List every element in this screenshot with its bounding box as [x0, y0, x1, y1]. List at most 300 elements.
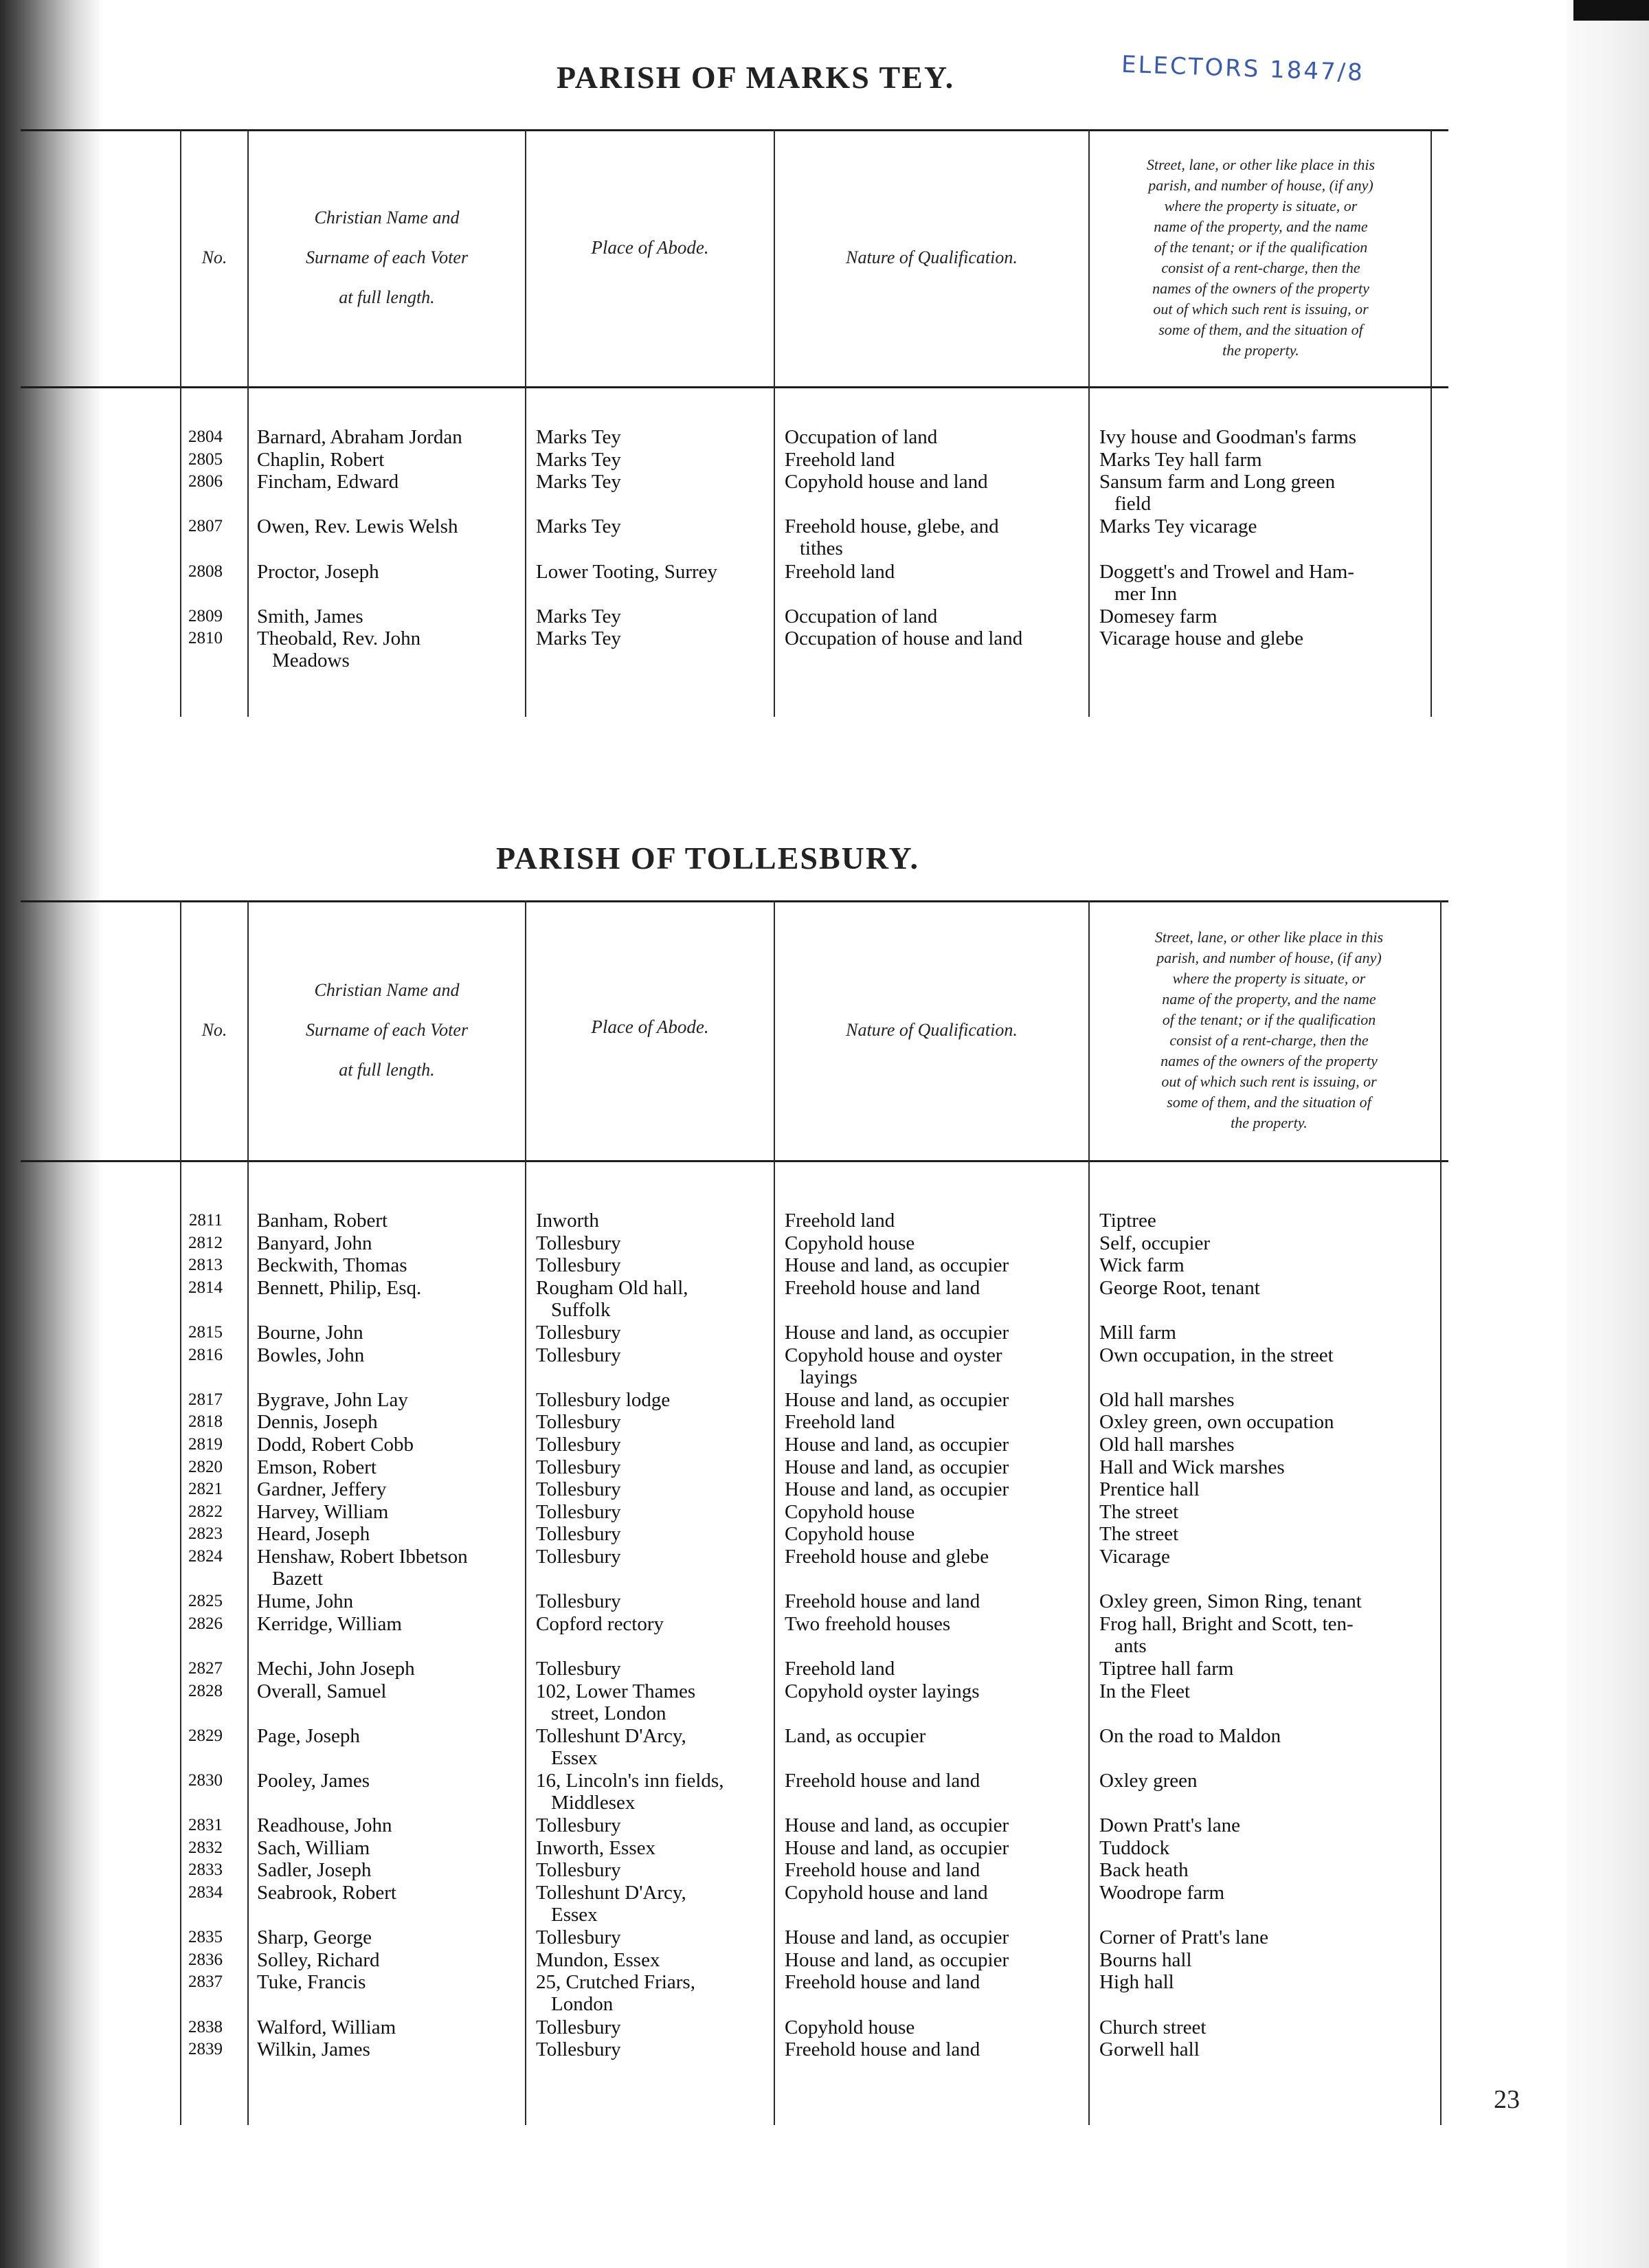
qualification-line: House and land, as occupier — [785, 1836, 1009, 1859]
table-row — [0, 1434, 1649, 1456]
place-of-abode-line: Marks Tey — [536, 515, 621, 538]
property-location — [1099, 1680, 1429, 1702]
table-row — [0, 1546, 1649, 1590]
table-row — [0, 605, 1649, 628]
property-location-line: Wick farm — [1099, 1254, 1185, 1277]
place-of-abode — [536, 2016, 767, 2038]
place-of-abode-line: Tollesbury — [536, 1500, 621, 1523]
table-row — [0, 1725, 1649, 1770]
table-row — [0, 1389, 1649, 1412]
place-of-abode-line: Tollesbury — [536, 2038, 621, 2061]
place-of-abode-line: Marks Tey — [536, 605, 621, 627]
handwritten-annotation: ELECTORS 1847/8 — [1121, 50, 1365, 87]
voter-name-line: Bourne, John — [257, 1322, 363, 1344]
voter-name-line: Smith, James — [257, 605, 363, 627]
place-of-abode-line: Tollesbury — [536, 1523, 621, 1546]
qualification-line: Freehold land — [785, 560, 895, 583]
qualification-line: Land, as occupier — [785, 1724, 926, 1747]
property-location-line: Self, occupier — [1099, 1232, 1211, 1254]
table-row — [0, 1882, 1649, 1926]
qualification-line: Copyhold oyster layings — [785, 1680, 980, 1702]
place-of-abode — [536, 471, 767, 493]
place-of-abode — [536, 1814, 767, 1836]
header-street-line: out of which such rent is issuing, or — [1153, 300, 1369, 318]
qualification — [785, 1523, 1087, 1545]
voter-number: 2805 — [188, 449, 223, 469]
place-of-abode-line: Lower Tooting, Surrey — [536, 560, 718, 583]
qualification — [785, 1546, 1087, 1568]
voter-number: 2830 — [188, 1771, 223, 1790]
place-of-abode — [536, 2038, 767, 2060]
property-location — [1099, 1658, 1429, 1680]
place-of-abode — [536, 1837, 767, 1859]
qualification — [785, 1770, 1087, 1792]
place-of-abode-line: Tollesbury — [536, 1926, 621, 1949]
parish-title-marks-tey: PARISH OF MARKS TEY. — [557, 60, 955, 95]
header-street-line: consist of a rent-charge, then the — [1161, 259, 1360, 276]
place-of-abode-line: Tollesbury — [536, 1590, 621, 1613]
table-row — [0, 1814, 1649, 1837]
header-street-line: name of the property, and the name — [1162, 990, 1376, 1008]
voter-name — [257, 515, 528, 537]
property-location-line: In the Fleet — [1099, 1680, 1191, 1702]
property-location — [1099, 1277, 1429, 1299]
place-of-abode — [536, 1434, 767, 1456]
voter-name-line: Bygrave, John Lay — [257, 1388, 408, 1411]
header-name-line: Surname of each Voter — [305, 1020, 469, 1040]
table-row — [0, 1613, 1649, 1658]
voter-name-line: Owen, Rev. Lewis Welsh — [257, 515, 458, 538]
voter-name — [257, 1501, 528, 1523]
qualification — [785, 471, 1087, 493]
table-row — [0, 1322, 1649, 1344]
qualification — [785, 1658, 1087, 1680]
place-of-abode — [536, 1546, 767, 1568]
voter-name-line: Gardner, Jeffery — [257, 1478, 387, 1501]
place-of-abode — [536, 1456, 767, 1478]
voter-number: 2820 — [188, 1457, 223, 1476]
property-location — [1099, 1254, 1429, 1276]
qualification — [785, 1837, 1087, 1859]
voter-number: 2824 — [188, 1547, 223, 1566]
place-of-abode — [536, 1478, 767, 1500]
voter-number: 2819 — [188, 1435, 223, 1454]
table-row — [0, 2038, 1649, 2061]
qualification-line: Occupation of land — [785, 605, 938, 627]
qualification — [785, 1926, 1087, 1948]
place-of-abode-line: Essex — [551, 1746, 598, 1769]
voter-name — [257, 1456, 528, 1478]
property-location-line: Down Pratt's lane — [1099, 1814, 1240, 1837]
qualification-line: tithes — [800, 537, 843, 560]
place-of-abode-line: Marks Tey — [536, 627, 621, 650]
voter-name-line: Sadler, Joseph — [257, 1859, 372, 1882]
voter-number: 2828 — [188, 1681, 223, 1700]
voter-name-line: Bowles, John — [257, 1344, 365, 1366]
table-row — [0, 1411, 1649, 1434]
header-street-line: out of which such rent is issuing, or — [1161, 1073, 1377, 1090]
property-location-line: field — [1114, 493, 1152, 515]
property-location-line: Mill farm — [1099, 1322, 1176, 1344]
qualification-line: Copyhold house — [785, 2016, 915, 2038]
property-location — [1099, 1501, 1429, 1523]
qualification-line: House and land, as occupier — [785, 1434, 1009, 1456]
qualification — [785, 1411, 1087, 1433]
voter-name — [257, 627, 528, 671]
property-location — [1099, 605, 1429, 627]
property-location-line: Bourns hall — [1099, 1948, 1192, 1971]
voter-name-line: Dodd, Robert Cobb — [257, 1434, 414, 1456]
place-of-abode-line: Rougham Old hall, — [536, 1276, 688, 1299]
header-name-line: Christian Name and — [314, 980, 460, 1000]
property-location — [1099, 1613, 1429, 1657]
place-of-abode — [536, 1389, 767, 1411]
voter-number: 2829 — [188, 1726, 223, 1745]
qualification-line: Freehold land — [785, 1411, 895, 1434]
property-location-line: Oxley green — [1099, 1770, 1198, 1792]
place-of-abode — [536, 426, 767, 448]
property-location — [1099, 1882, 1429, 1904]
table-row — [0, 1254, 1649, 1277]
table-row — [0, 1658, 1649, 1680]
property-location-line: Oxley green, Simon Ring, tenant — [1099, 1590, 1362, 1613]
header-street-line: some of them, and the situation of — [1158, 321, 1363, 338]
place-of-abode-line: Copford rectory — [536, 1612, 664, 1635]
place-of-abode — [536, 1590, 767, 1612]
table-row — [0, 449, 1649, 471]
table-row — [0, 1210, 1649, 1232]
voter-name-line: Bennett, Philip, Esq. — [257, 1276, 422, 1299]
property-location-line: Corner of Pratt's lane — [1099, 1926, 1269, 1949]
place-of-abode-line: Tollesbury — [536, 1411, 621, 1434]
voter-name-line: Pooley, James — [257, 1770, 370, 1792]
voter-number: 2833 — [188, 1860, 223, 1880]
qualification-line: Two freehold houses — [785, 1612, 951, 1635]
place-of-abode — [536, 605, 767, 627]
header-bottom-rule — [21, 386, 1448, 388]
voter-number: 2815 — [188, 1323, 223, 1342]
header-qualification: Nature of Qualification. — [846, 1020, 1018, 1040]
qualification-line: layings — [800, 1366, 857, 1388]
voter-name — [257, 1389, 528, 1411]
qualification-line: Freehold house and glebe — [785, 1546, 989, 1568]
place-of-abode-line: Inworth — [536, 1210, 599, 1232]
property-location-line: Old hall marshes — [1099, 1388, 1235, 1411]
voter-number: 2826 — [188, 1614, 223, 1633]
voter-name — [257, 426, 528, 448]
header-name-line: at full length. — [339, 287, 435, 307]
place-of-abode-line: 25, Crutched Friars, — [536, 1971, 695, 1994]
voter-name-line: Heard, Joseph — [257, 1523, 370, 1546]
voter-name — [257, 471, 528, 493]
property-location — [1099, 1456, 1429, 1478]
voter-number: 2813 — [188, 1256, 223, 1275]
header-abode: Place of Abode. — [591, 1016, 709, 1037]
voter-name — [257, 1254, 528, 1276]
property-location — [1099, 1949, 1429, 1971]
property-location — [1099, 1590, 1429, 1612]
voter-name — [257, 1478, 528, 1500]
qualification — [785, 561, 1087, 583]
voter-number: 2839 — [188, 2040, 223, 2059]
place-of-abode-line: Tollesbury — [536, 1859, 621, 1882]
voter-number: 2838 — [188, 2017, 223, 2036]
place-of-abode — [536, 1322, 767, 1344]
voter-number: 2825 — [188, 1592, 223, 1611]
qualification — [785, 627, 1087, 649]
voter-name-line: Chaplin, Robert — [257, 448, 385, 471]
place-of-abode-line: Inworth, Essex — [536, 1836, 655, 1859]
qualification — [785, 1725, 1087, 1747]
voter-name — [257, 2016, 528, 2038]
qualification — [785, 1456, 1087, 1478]
place-of-abode — [536, 1680, 767, 1724]
voter-name — [257, 1613, 528, 1635]
qualification — [785, 1859, 1087, 1881]
property-location — [1099, 1411, 1429, 1433]
qualification-line: House and land, as occupier — [785, 1388, 1009, 1411]
voter-name-line: Emson, Robert — [257, 1456, 377, 1478]
qualification-line: Freehold land — [785, 1658, 895, 1680]
property-location — [1099, 1523, 1429, 1545]
place-of-abode-line: Tolleshunt D'Arcy, — [536, 1724, 686, 1747]
place-of-abode — [536, 1949, 767, 1971]
table-row — [0, 627, 1649, 672]
voter-number: 2804 — [188, 427, 223, 446]
qualification-line: House and land, as occupier — [785, 1254, 1009, 1277]
table-row — [0, 1277, 1649, 1322]
place-of-abode-line: Tolleshunt D'Arcy, — [536, 1882, 686, 1904]
place-of-abode — [536, 1344, 767, 1366]
voter-name-line: Sach, William — [257, 1836, 370, 1859]
voter-name-line: Page, Joseph — [257, 1724, 360, 1747]
voter-name — [257, 1971, 528, 1993]
qualification-line: House and land, as occupier — [785, 1926, 1009, 1949]
qualification — [785, 515, 1087, 559]
voter-name-line: Dennis, Joseph — [257, 1411, 378, 1434]
voter-name — [257, 1590, 528, 1612]
qualification — [785, 426, 1087, 448]
property-location-line: Woodrope farm — [1099, 1882, 1225, 1904]
property-location-line: Vicarage — [1099, 1546, 1170, 1568]
qualification — [785, 2038, 1087, 2060]
qualification-line: Freehold house, glebe, and — [785, 515, 999, 538]
place-of-abode-line: Tollesbury — [536, 1546, 621, 1568]
voter-name-line: Harvey, William — [257, 1500, 389, 1523]
voter-number: 2806 — [188, 472, 223, 491]
voter-number: 2834 — [188, 1883, 223, 1902]
voter-name-line: Overall, Samuel — [257, 1680, 387, 1702]
qualification — [785, 1814, 1087, 1836]
property-location — [1099, 471, 1429, 515]
voter-name-line: Wilkin, James — [257, 2038, 370, 2061]
voter-name — [257, 1859, 528, 1881]
property-location — [1099, 1725, 1429, 1747]
qualification-line: Freehold house and land — [785, 1770, 980, 1792]
qualification-line: House and land, as occupier — [785, 1814, 1009, 1837]
place-of-abode-line: Tollesbury — [536, 1814, 621, 1837]
place-of-abode-line: Tollesbury — [536, 2016, 621, 2038]
voter-name — [257, 1546, 528, 1590]
qualification — [785, 1389, 1087, 1411]
voter-number: 2832 — [188, 1838, 223, 1857]
place-of-abode — [536, 1210, 767, 1232]
header-no: No. — [201, 247, 227, 267]
voter-name — [257, 1232, 528, 1254]
voter-name — [257, 1523, 528, 1545]
place-of-abode-line: Tollesbury — [536, 1478, 621, 1501]
property-location-line: Hall and Wick marshes — [1099, 1456, 1285, 1478]
header-name-line: Surname of each Voter — [305, 247, 469, 267]
header-street-line: Street, lane, or other like place in this — [1146, 156, 1376, 173]
property-location-line: The street — [1099, 1523, 1179, 1546]
voter-number: 2807 — [188, 517, 223, 536]
property-location — [1099, 1837, 1429, 1859]
place-of-abode — [536, 1725, 767, 1769]
voter-name-line: Kerridge, William — [257, 1612, 402, 1635]
qualification — [785, 1949, 1087, 1971]
property-location — [1099, 1770, 1429, 1792]
voter-number: 2822 — [188, 1502, 223, 1521]
place-of-abode-line: Tollesbury — [536, 1232, 621, 1254]
header-name — [249, 903, 525, 1157]
qualification-line: Occupation of house and land — [785, 627, 1023, 650]
header-street-line: where the property is situate, or — [1172, 970, 1366, 987]
place-of-abode-line: Marks Tey — [536, 471, 621, 493]
qualification — [785, 1210, 1087, 1232]
property-location — [1099, 1814, 1429, 1836]
property-location-line: Tiptree — [1099, 1210, 1156, 1232]
property-location-line: George Root, tenant — [1099, 1276, 1260, 1299]
voter-name — [257, 1725, 528, 1747]
voter-name — [257, 1837, 528, 1859]
qualification-line: Freehold land — [785, 448, 895, 471]
qualification-line: Copyhold house and oyster — [785, 1344, 1002, 1366]
property-location-line: On the road to Maldon — [1099, 1724, 1281, 1747]
property-location-line: The street — [1099, 1500, 1179, 1523]
header-street-line: parish, and number of house, (if any) — [1156, 949, 1382, 966]
voter-number: 2811 — [188, 1211, 223, 1230]
property-location-line: Frog hall, Bright and Scott, ten- — [1099, 1612, 1354, 1635]
header-top-rule — [21, 900, 1448, 902]
header-street-line: name of the property, and the name — [1154, 218, 1368, 235]
table-row — [0, 515, 1649, 560]
table-row — [0, 426, 1649, 449]
voter-number: 2837 — [188, 1972, 223, 1992]
page-number: 23 — [1494, 2085, 1520, 2114]
table-row — [0, 1949, 1649, 1972]
property-location-line: High hall — [1099, 1971, 1174, 1994]
voter-name-line: Banham, Robert — [257, 1210, 388, 1232]
header-top-rule — [21, 129, 1448, 131]
place-of-abode-line: London — [551, 1993, 614, 2016]
qualification-line: Copyhold house and land — [785, 471, 988, 493]
property-location — [1099, 627, 1429, 649]
header-street-line: parish, and number of house, (if any) — [1148, 177, 1373, 194]
header-street — [1092, 132, 1429, 383]
voter-name-line: Tuke, Francis — [257, 1971, 366, 1994]
voter-name — [257, 449, 528, 471]
voter-name-line: Barnard, Abraham Jordan — [257, 426, 462, 448]
qualification — [785, 1344, 1087, 1388]
table-row — [0, 1523, 1649, 1546]
voter-number: 2823 — [188, 1524, 223, 1544]
voter-number: 2831 — [188, 1816, 223, 1835]
property-location — [1099, 1322, 1429, 1344]
qualification-line: Freehold house and land — [785, 1971, 980, 1994]
parish-title-tollesbury: PARISH OF TOLLESBURY. — [496, 841, 919, 876]
property-location — [1099, 1344, 1429, 1366]
voter-name — [257, 1680, 528, 1702]
header-name-line: Christian Name and — [314, 208, 460, 227]
voter-name — [257, 1277, 528, 1299]
property-location-line: Vicarage house and glebe — [1099, 627, 1303, 650]
voter-number: 2808 — [188, 562, 223, 581]
qualification-line: Freehold house and land — [785, 1276, 980, 1299]
voter-number: 2810 — [188, 629, 223, 648]
table-row — [0, 1456, 1649, 1479]
header-bottom-rule — [21, 1160, 1448, 1162]
qualification-line: House and land, as occupier — [785, 1478, 1009, 1501]
voter-name — [257, 561, 528, 583]
property-location — [1099, 1926, 1429, 1948]
property-location-line: Back heath — [1099, 1859, 1189, 1882]
property-location — [1099, 2038, 1429, 2060]
property-location — [1099, 1232, 1429, 1254]
header-street-line: of the tenant; or if the qualification — [1162, 1011, 1376, 1028]
header-name — [249, 132, 525, 383]
property-location — [1099, 515, 1429, 537]
property-location-line: Gorwell hall — [1099, 2038, 1200, 2061]
voter-name — [257, 605, 528, 627]
voter-name — [257, 1322, 528, 1344]
qualification — [785, 1882, 1087, 1904]
property-location-line: Domesey farm — [1099, 605, 1218, 627]
voter-name-line: Theobald, Rev. John — [257, 627, 421, 650]
place-of-abode-line: Tollesbury — [536, 1434, 621, 1456]
voter-name — [257, 2038, 528, 2060]
table-row — [0, 1859, 1649, 1882]
header-street-line: names of the owners of the property — [1160, 1052, 1378, 1069]
property-location-line: Ivy house and Goodman's farms — [1099, 426, 1357, 448]
qualification — [785, 1478, 1087, 1500]
property-location — [1099, 561, 1429, 605]
voter-name-line: Mechi, John Joseph — [257, 1658, 415, 1680]
voter-name — [257, 1658, 528, 1680]
qualification-line: Occupation of land — [785, 426, 938, 448]
qualification — [785, 1434, 1087, 1456]
place-of-abode — [536, 1770, 767, 1814]
voter-name-line: Proctor, Joseph — [257, 560, 379, 583]
voter-name-line: Henshaw, Robert Ibbetson — [257, 1546, 468, 1568]
place-of-abode — [536, 1971, 767, 2015]
place-of-abode — [536, 1882, 767, 1926]
voter-number: 2814 — [188, 1278, 223, 1297]
property-location — [1099, 1971, 1429, 1993]
place-of-abode-line: Essex — [551, 1904, 598, 1926]
voter-name-line: Readhouse, John — [257, 1814, 392, 1837]
place-of-abode — [536, 1411, 767, 1433]
place-of-abode — [536, 1254, 767, 1276]
property-location — [1099, 1478, 1429, 1500]
table-row — [0, 1478, 1649, 1501]
voter-name — [257, 1814, 528, 1836]
qualification — [785, 1232, 1087, 1254]
header-name-line: at full length. — [339, 1060, 435, 1080]
place-of-abode-line: Tollesbury — [536, 1254, 621, 1277]
property-location — [1099, 2016, 1429, 2038]
property-location-line: Doggett's and Trowel and Ham- — [1099, 560, 1354, 583]
